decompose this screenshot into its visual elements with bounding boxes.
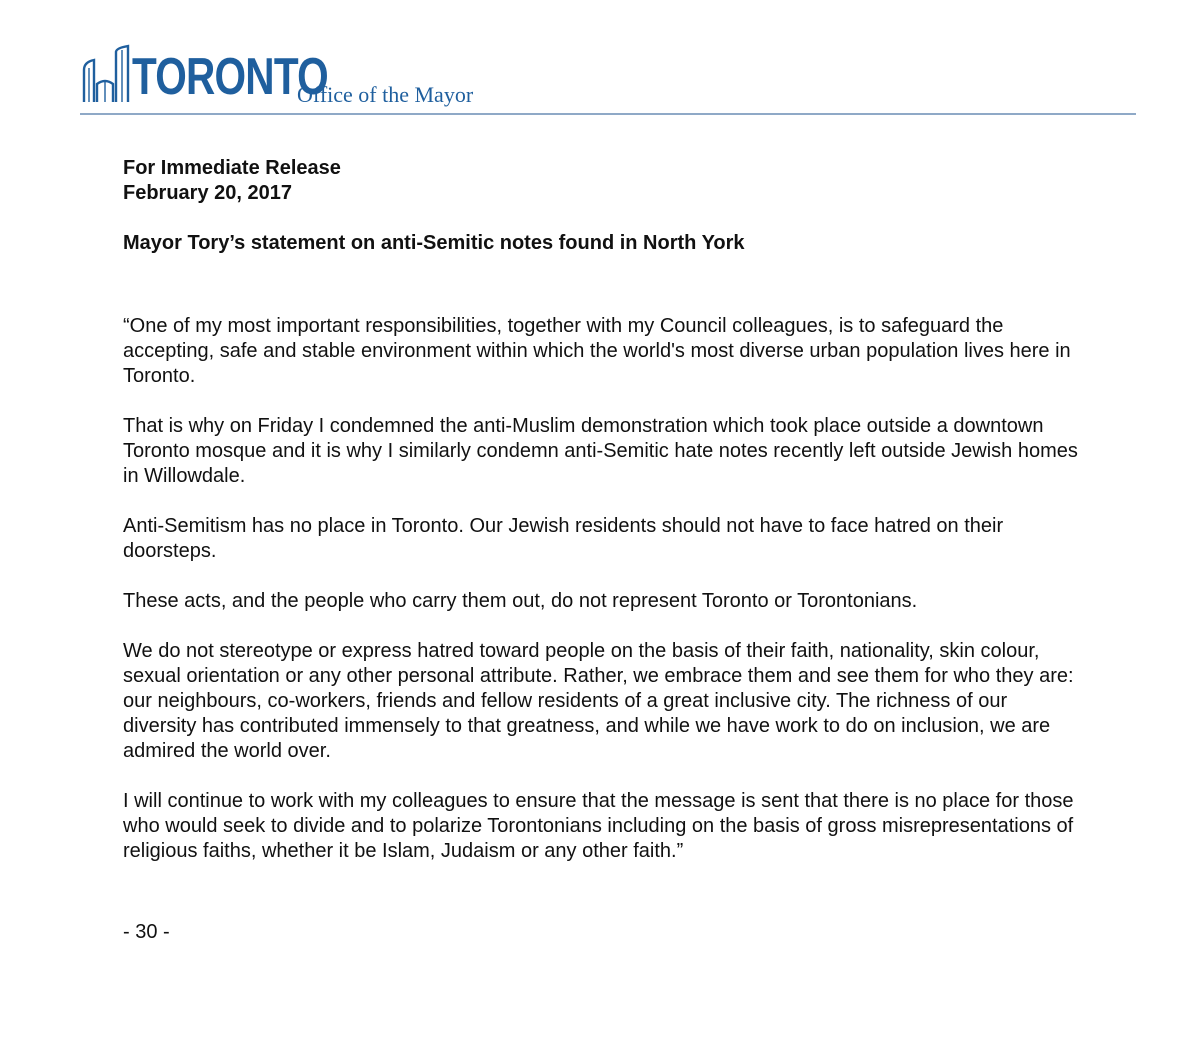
statement-paragraph: “One of my most important responsibilities, together with my Council colleagues, is to safeguard the accepting, safe and stable environment within which the world's most diverse urban population lives here in Toronto. (123, 315, 1071, 387)
statement-paragraph: I will continue to work with my colleagues to ensure that the message is sent that there is no place for those who would seek to divide and to polarize Torontonians including on the basis of gross misrepresentations of religious faiths, whether it be Islam, Judaism or any other faith.” (123, 790, 1074, 862)
release-label: For Immediate Release (123, 157, 341, 179)
header-rule (80, 113, 1136, 115)
end-mark: - 30 - (123, 921, 170, 943)
statement-paragraph: That is why on Friday I condemned the anti-Muslim demonstration which took place outside a downtown Toronto mosque and it is why I similarly condemn anti-Semitic hate notes recently left outside Jewish homes in Willowdale. (123, 415, 1078, 487)
letterhead (80, 38, 1136, 120)
city-hall-towers-icon (80, 44, 130, 104)
office-name: Office of the Mayor (297, 82, 474, 107)
logo-wordmark: TORONTO (132, 48, 328, 106)
statement-paragraph: We do not stereotype or express hatred toward people on the basis of their faith, nationality, skin colour, sexual orientation or any other personal attribute. Rather, we embrace them and see them for who they are: our neighbours, co-workers, friends and fellow residents of a great inclusive city. The richness of our diversity has contributed immensely to that greatness, and while we have work to do on inclusion, we are admired the world over. (123, 640, 1074, 762)
statement-paragraph: These acts, and the people who carry them out, do not represent Toronto or Torontonians. (123, 590, 918, 612)
release-date: February 20, 2017 (123, 182, 292, 204)
statement-paragraph: Anti-Semitism has no place in Toronto. Our Jewish residents should not have to face hatred on their doorsteps. (123, 515, 1004, 562)
release-body (123, 156, 1083, 965)
statement-text (123, 314, 1083, 864)
release-headline: Mayor Tory’s statement on anti-Semitic notes found in North York (123, 232, 745, 254)
